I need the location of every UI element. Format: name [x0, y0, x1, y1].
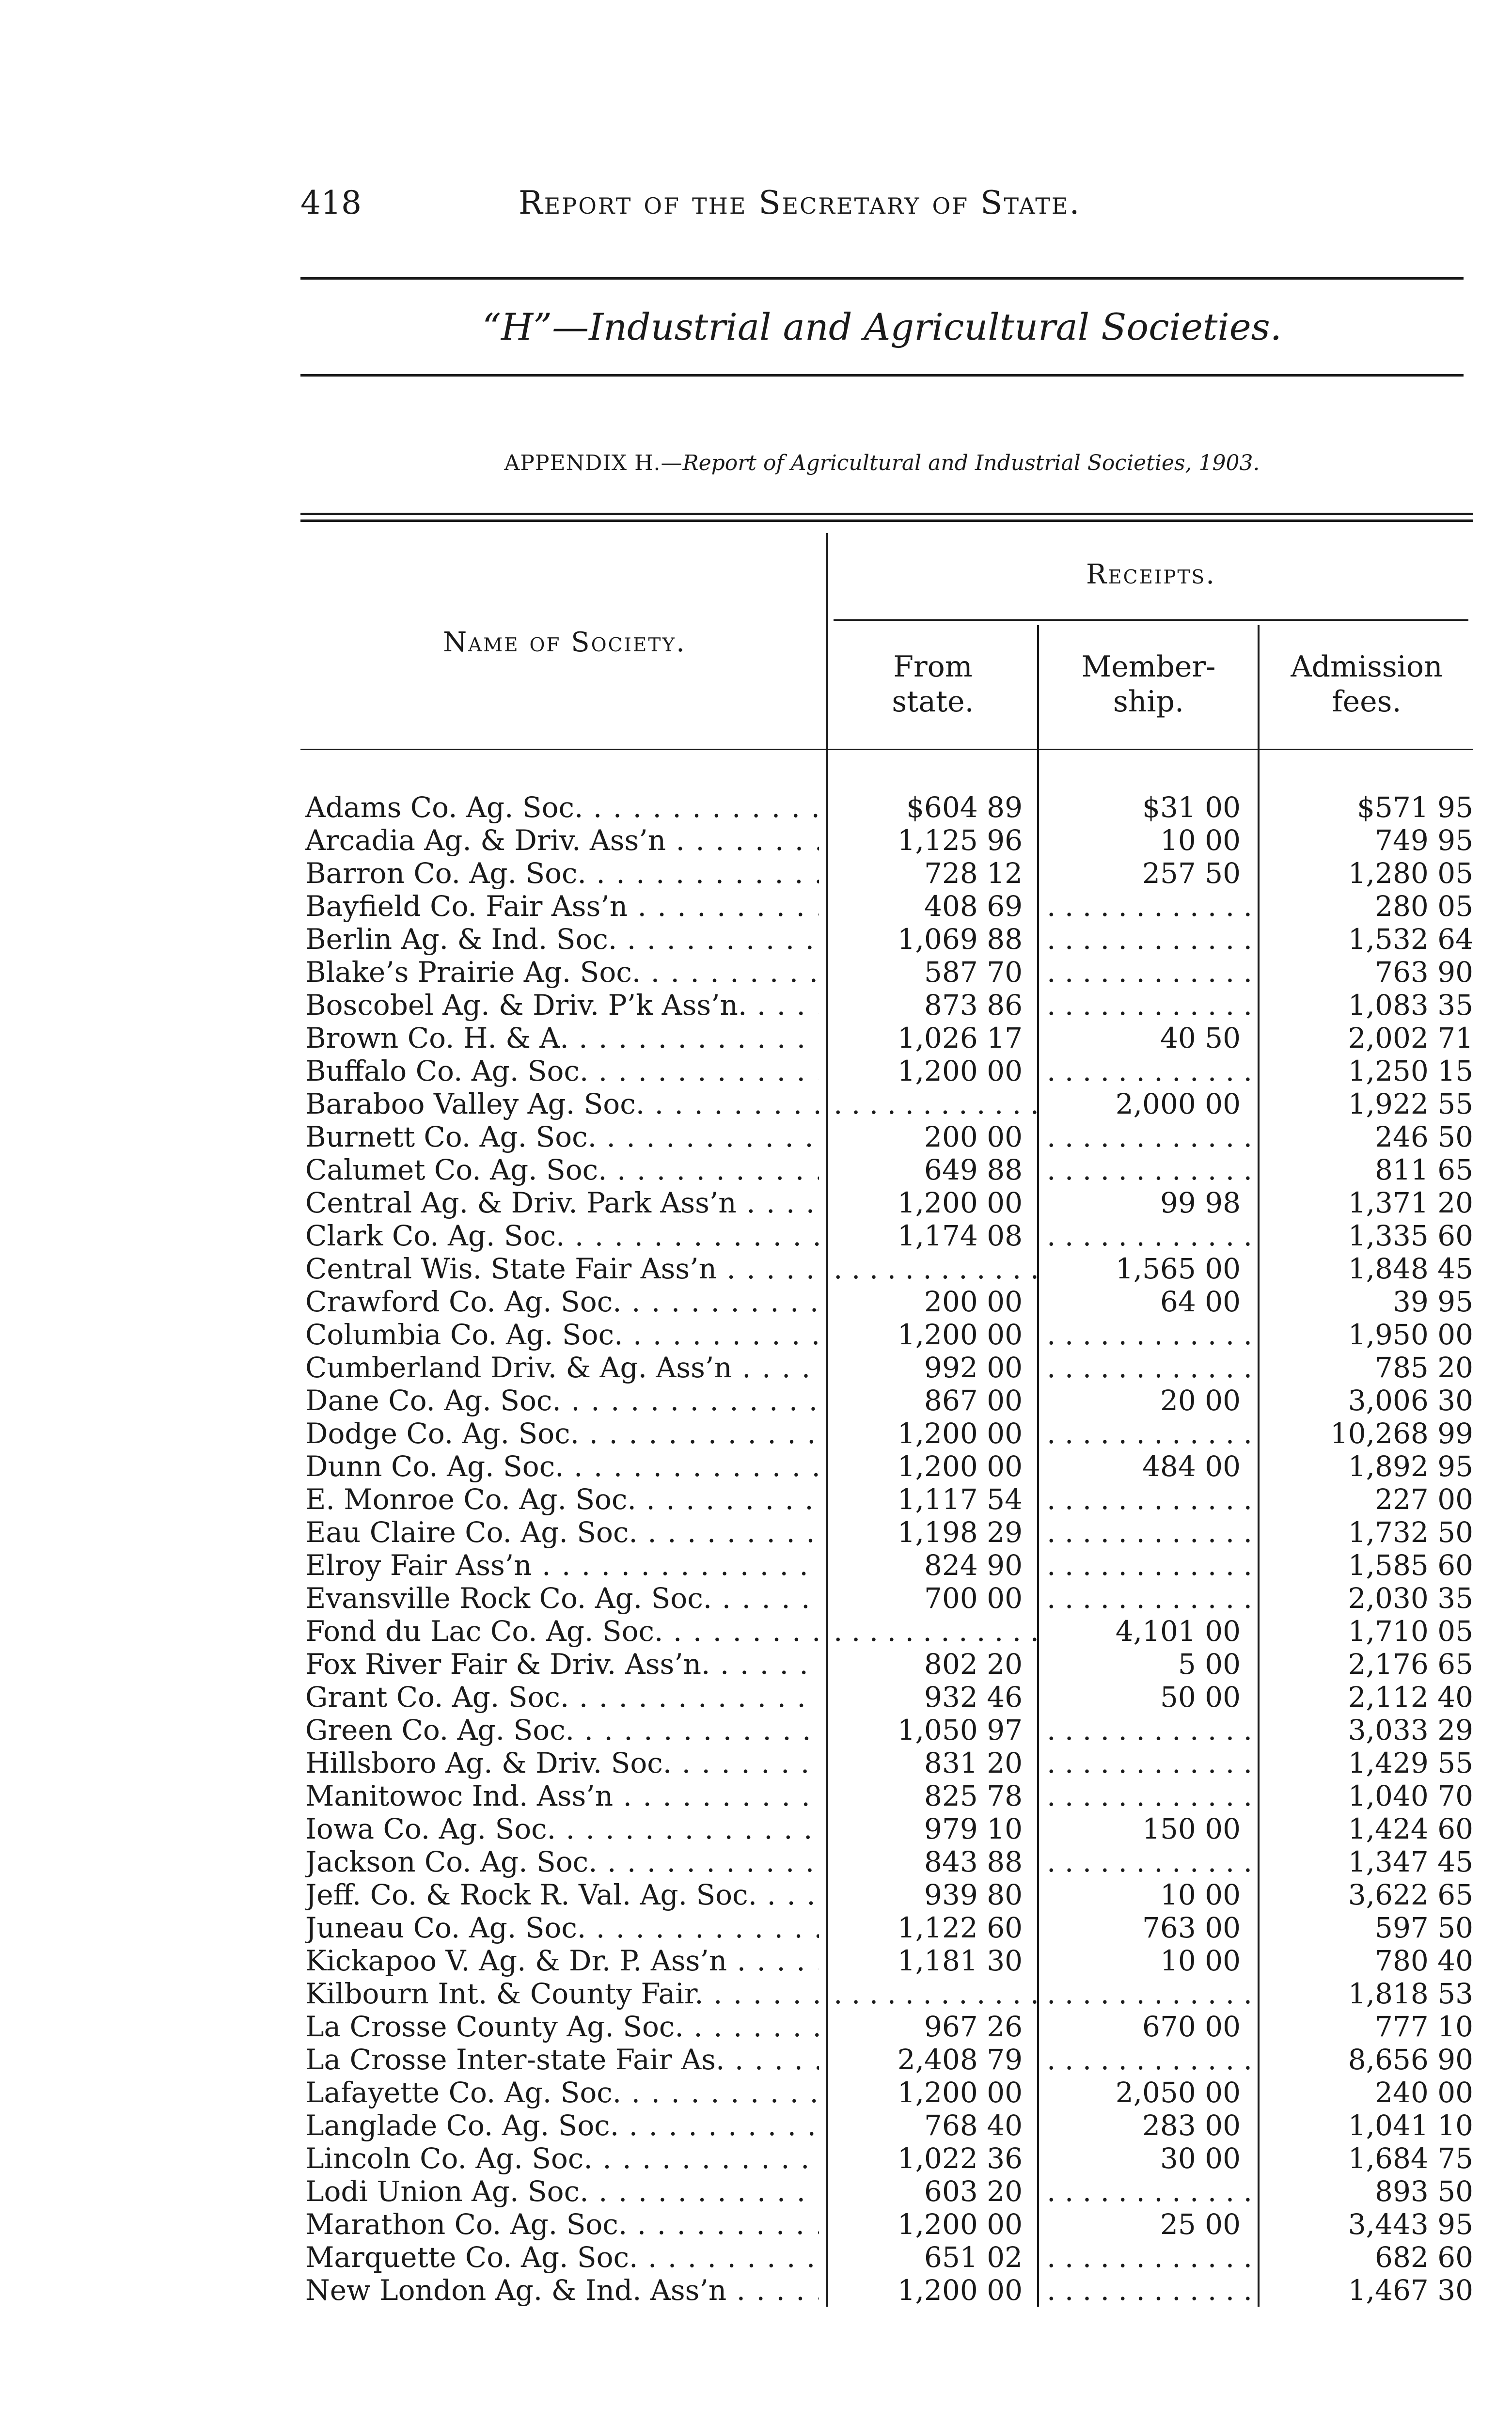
membership-value: . . . . . . . . . . . .: [1047, 1714, 1253, 1746]
membership-value: . . . . . . . . . . . .: [1047, 1582, 1253, 1615]
society-name: La Crosse County Ag. Soc. . . .: [305, 2010, 819, 2043]
admission-header: [1262, 649, 1471, 719]
admission-header-line2: fees.: [1332, 685, 1402, 719]
society-name: Elroy Fair Ass’n . . .: [305, 1549, 819, 1582]
table-row: [305, 1450, 1478, 1483]
admission-fees-value: 1,684 75: [1348, 2142, 1473, 2175]
from-state-value: 1,200 00: [897, 1054, 1023, 1087]
society-name: Iowa Co. Ag. Soc. . . .: [305, 1812, 819, 1845]
membership-value: . . . . . . . . . . . .: [1047, 2043, 1253, 2076]
admission-fees-value: 2,002 71: [1348, 1022, 1473, 1054]
admission-fees-value: 3,443 95: [1348, 2208, 1473, 2241]
membership-value: . . . . . . . . . . . .: [1047, 1746, 1253, 1779]
from-state-value: 992 00: [924, 1351, 1023, 1384]
membership-value: 2,050 00: [1115, 2076, 1241, 2109]
admission-fees-value: 240 00: [1375, 2076, 1473, 2109]
from-state-value: 1,069 88: [897, 923, 1023, 956]
membership-value: 257 50: [1142, 857, 1241, 890]
membership-value: 763 00: [1142, 1911, 1241, 1944]
society-name: Grant Co. Ag. Soc. . . .: [305, 1681, 819, 1714]
from-state-value: 1,125 96: [897, 824, 1023, 857]
from-state-header-line1: From: [893, 650, 973, 684]
admission-fees-value: 1,467 30: [1348, 2274, 1473, 2307]
society-rows: [305, 791, 1478, 2307]
table-row: [305, 2010, 1478, 2043]
admission-fees-value: 1,280 05: [1348, 857, 1473, 890]
from-state-value: 587 70: [924, 956, 1023, 989]
admission-fees-value: 1,083 35: [1348, 989, 1473, 1022]
table-row: [305, 1615, 1478, 1648]
table-row: [305, 1087, 1478, 1120]
society-name: Burnett Co. Ag. Soc. . . .: [305, 1120, 819, 1153]
page-header: [300, 184, 1464, 237]
from-state-value: 979 10: [924, 1812, 1023, 1845]
table-top-rule: [300, 513, 1473, 515]
table-row: [305, 1648, 1478, 1681]
society-name: Dodge Co. Ag. Soc. . . .: [305, 1417, 819, 1450]
society-name: Blake’s Prairie Ag. Soc. . . .: [305, 956, 819, 989]
membership-value: . . . . . . . . . . . .: [1047, 1318, 1253, 1351]
table-row: [305, 1779, 1478, 1812]
from-state-value: 1,174 08: [897, 1219, 1023, 1252]
admission-fees-value: 1,347 45: [1348, 1845, 1473, 1878]
from-state-value: 843 88: [924, 1845, 1023, 1878]
society-name: Clark Co. Ag. Soc. . . .: [305, 1219, 819, 1252]
from-state-header: [834, 649, 1032, 719]
from-state-value: 867 00: [924, 1384, 1023, 1417]
membership-header-line1: Member-: [1081, 650, 1216, 684]
admission-fees-value: 1,532 64: [1348, 923, 1473, 956]
table-row: [305, 1186, 1478, 1219]
membership-value: . . . . . . . . . . . .: [1047, 989, 1253, 1022]
admission-fees-value: 1,250 15: [1348, 1054, 1473, 1087]
table-top-rule-2: [300, 519, 1473, 522]
table-row: [305, 1516, 1478, 1549]
table-row: [305, 1285, 1478, 1318]
table-row: [305, 1252, 1478, 1285]
table-row: [305, 1054, 1478, 1087]
from-state-value: 768 40: [924, 2109, 1023, 2142]
society-name: New London Ag. & Ind. Ass’n . . .: [305, 2274, 819, 2307]
table-row: [305, 1911, 1478, 1944]
admission-fees-value: 1,848 45: [1348, 1252, 1473, 1285]
from-state-value: 1,050 97: [897, 1714, 1023, 1746]
society-name: Dunn Co. Ag. Soc. . . .: [305, 1450, 819, 1483]
header-bottom-rule: [300, 749, 1473, 750]
admission-fees-value: 597 50: [1375, 1911, 1473, 1944]
from-state-value: 1,198 29: [897, 1516, 1023, 1549]
table-row: [305, 2076, 1478, 2109]
admission-fees-value: 1,732 50: [1348, 1516, 1473, 1549]
table-row: [305, 1120, 1478, 1153]
membership-value: 484 00: [1142, 1450, 1241, 1483]
admission-fees-value: 227 00: [1375, 1483, 1473, 1516]
society-name: Crawford Co. Ag. Soc. . . .: [305, 1285, 819, 1318]
membership-value: . . . . . . . . . . . .: [1047, 2175, 1253, 2208]
membership-value: . . . . . . . . . . . .: [1047, 1549, 1253, 1582]
membership-value: . . . . . . . . . . . .: [1047, 923, 1253, 956]
membership-value: 4,101 00: [1115, 1615, 1241, 1648]
admission-fees-value: 1,710 05: [1348, 1615, 1473, 1648]
from-state-header-line2: state.: [892, 685, 974, 719]
from-state-value: 1,181 30: [897, 1944, 1023, 1977]
from-state-value: . . . . . . . . . . . .: [834, 1615, 1040, 1648]
society-name: Fond du Lac Co. Ag. Soc. . . .: [305, 1615, 819, 1648]
from-state-value: 1,200 00: [897, 1186, 1023, 1219]
receipts-rule: [834, 619, 1468, 621]
from-state-value: 1,200 00: [897, 2274, 1023, 2307]
membership-value: . . . . . . . . . . . .: [1047, 1417, 1253, 1450]
membership-value: . . . . . . . . . . . .: [1047, 1351, 1253, 1384]
table-row: [305, 1845, 1478, 1878]
table-row: [305, 1483, 1478, 1516]
society-name: Eau Claire Co. Ag. Soc. . . .: [305, 1516, 819, 1549]
appendix-subtitle: Report of Agricultural and Industrial Societies, 1903.: [682, 451, 1260, 475]
admission-fees-value: 1,371 20: [1348, 1186, 1473, 1219]
from-state-value: 1,200 00: [897, 1417, 1023, 1450]
society-name: E. Monroe Co. Ag. Soc. . . .: [305, 1483, 819, 1516]
table-row: [305, 2241, 1478, 2274]
table-row: [305, 1812, 1478, 1845]
membership-value: . . . . . . . . . . . .: [1047, 1219, 1253, 1252]
table-row: [305, 2208, 1478, 2241]
membership-value: . . . . . . . . . . . .: [1047, 2241, 1253, 2274]
society-name: Lincoln Co. Ag. Soc. . . .: [305, 2142, 819, 2175]
admission-fees-value: 893 50: [1375, 2175, 1473, 2208]
from-state-value: 873 86: [924, 989, 1023, 1022]
society-name: Manitowoc Ind. Ass’n . . .: [305, 1779, 819, 1812]
from-state-value: 728 12: [924, 857, 1023, 890]
from-state-value: 1,200 00: [897, 2208, 1023, 2241]
society-name: Green Co. Ag. Soc. . . .: [305, 1714, 819, 1746]
admission-fees-value: 1,335 60: [1348, 1219, 1473, 1252]
from-state-value: 802 20: [924, 1648, 1023, 1681]
admission-fees-value: 2,030 35: [1348, 1582, 1473, 1615]
receipts-header: Receipts.: [1086, 559, 1216, 590]
membership-value: 670 00: [1142, 2010, 1241, 2043]
society-name: Lodi Union Ag. Soc. . . .: [305, 2175, 819, 2208]
table-row: [305, 2109, 1478, 2142]
section-rule: [300, 374, 1464, 377]
admission-fees-value: 1,429 55: [1348, 1746, 1473, 1779]
from-state-value: 2,408 79: [897, 2043, 1023, 2076]
admission-fees-value: 3,006 30: [1348, 1384, 1473, 1417]
from-state-value: 939 80: [924, 1878, 1023, 1911]
table-row: [305, 1153, 1478, 1186]
from-state-value: 700 00: [924, 1582, 1023, 1615]
society-name: Juneau Co. Ag. Soc. . . .: [305, 1911, 819, 1944]
membership-header-line2: ship.: [1113, 685, 1184, 719]
membership-value: 10 00: [1160, 824, 1241, 857]
appendix-label: APPENDIX H.—: [504, 451, 683, 475]
membership-value: 150 00: [1142, 1812, 1241, 1845]
membership-value: 30 00: [1160, 2142, 1241, 2175]
from-state-value: $604 89: [906, 791, 1023, 824]
membership-value: . . . . . . . . . . . .: [1047, 956, 1253, 989]
admission-fees-value: 2,112 40: [1348, 1681, 1473, 1714]
admission-fees-value: 8,656 90: [1348, 2043, 1473, 2076]
membership-value: 99 98: [1160, 1186, 1241, 1219]
admission-fees-value: 1,424 60: [1348, 1812, 1473, 1845]
running-title: Report of the Secretary of State.: [519, 184, 1081, 221]
membership-value: 40 50: [1160, 1022, 1241, 1054]
table-row: [305, 1582, 1478, 1615]
membership-value: . . . . . . . . . . . .: [1047, 1977, 1253, 2010]
membership-value: 10 00: [1160, 1944, 1241, 1977]
membership-value: . . . . . . . . . . . .: [1047, 1120, 1253, 1153]
society-name: Buffalo Co. Ag. Soc. . . .: [305, 1054, 819, 1087]
membership-value: 20 00: [1160, 1384, 1241, 1417]
admission-fees-value: 763 90: [1375, 956, 1473, 989]
admission-fees-value: 682 60: [1375, 2241, 1473, 2274]
table-row: [305, 923, 1478, 956]
society-name: Kilbourn Int. & County Fair. . . .: [305, 1977, 819, 2010]
from-state-value: . . . . . . . . . . . .: [834, 1087, 1040, 1120]
membership-value: . . . . . . . . . . . .: [1047, 2274, 1253, 2307]
table-row: [305, 1318, 1478, 1351]
society-name: Lafayette Co. Ag. Soc. . . .: [305, 2076, 819, 2109]
society-name: Marquette Co. Ag. Soc. . . .: [305, 2241, 819, 2274]
society-name: Barron Co. Ag. Soc. . . .: [305, 857, 819, 890]
section-title: “H”—Industrial and Agricultural Societies.: [482, 305, 1282, 348]
table-row: [305, 1351, 1478, 1384]
table-row: [305, 1681, 1478, 1714]
admission-fees-value: 3,033 29: [1348, 1714, 1473, 1746]
appendix-title: [300, 451, 1464, 475]
table-row: [305, 2175, 1478, 2208]
society-name: Baraboo Valley Ag. Soc. . . .: [305, 1087, 819, 1120]
society-name: Evansville Rock Co. Ag. Soc. . . .: [305, 1582, 819, 1615]
society-name: Jackson Co. Ag. Soc. . . .: [305, 1845, 819, 1878]
table-row: [305, 1549, 1478, 1582]
membership-value: . . . . . . . . . . . .: [1047, 1483, 1253, 1516]
from-state-value: 1,026 17: [897, 1022, 1023, 1054]
society-name: Calumet Co. Ag. Soc. . . .: [305, 1153, 819, 1186]
table-row: [305, 2274, 1478, 2307]
admission-fees-value: 811 65: [1375, 1153, 1473, 1186]
society-name: Langlade Co. Ag. Soc. . . .: [305, 2109, 819, 2142]
from-state-value: 1,122 60: [897, 1911, 1023, 1944]
from-state-value: 603 20: [924, 2175, 1023, 2208]
society-name: Central Wis. State Fair Ass’n . . .: [305, 1252, 819, 1285]
admission-header-line1: Admission: [1291, 650, 1443, 684]
table-row: [305, 857, 1478, 890]
society-name: Dane Co. Ag. Soc. . . .: [305, 1384, 819, 1417]
from-state-value: 649 88: [924, 1153, 1023, 1186]
table-row: [305, 1219, 1478, 1252]
table-row: [305, 890, 1478, 923]
membership-value: 64 00: [1160, 1285, 1241, 1318]
society-name: Central Ag. & Driv. Park Ass’n . . .: [305, 1186, 819, 1219]
admission-fees-value: 1,892 95: [1348, 1450, 1473, 1483]
from-state-value: . . . . . . . . . . . .: [834, 1977, 1040, 2010]
membership-value: . . . . . . . . . . . .: [1047, 1845, 1253, 1878]
society-name: Columbia Co. Ag. Soc. . . .: [305, 1318, 819, 1351]
admission-fees-value: 1,950 00: [1348, 1318, 1473, 1351]
membership-value: . . . . . . . . . . . .: [1047, 1054, 1253, 1087]
from-state-value: 200 00: [924, 1285, 1023, 1318]
admission-fees-value: 749 95: [1375, 824, 1473, 857]
membership-value: . . . . . . . . . . . .: [1047, 890, 1253, 923]
admission-fees-value: 280 05: [1375, 890, 1473, 923]
admission-fees-value: 1,585 60: [1348, 1549, 1473, 1582]
membership-header: [1042, 649, 1255, 719]
table-row: [305, 2043, 1478, 2076]
table-row: [305, 1944, 1478, 1977]
admission-fees-value: 39 95: [1392, 1285, 1473, 1318]
admission-fees-value: 1,818 53: [1348, 1977, 1473, 2010]
from-state-value: 1,117 54: [897, 1483, 1023, 1516]
society-name: Bayfield Co. Fair Ass’n . . .: [305, 890, 819, 923]
admission-fees-value: 1,040 70: [1348, 1779, 1473, 1812]
table-row: [305, 1022, 1478, 1054]
table-row: [305, 1384, 1478, 1417]
membership-value: 50 00: [1160, 1681, 1241, 1714]
society-name: Marathon Co. Ag. Soc. . . .: [305, 2208, 819, 2241]
from-state-value: 200 00: [924, 1120, 1023, 1153]
from-state-value: 824 90: [924, 1549, 1023, 1582]
society-name: Brown Co. H. & A. . . .: [305, 1022, 819, 1054]
name-of-society-header: Name of Society.: [443, 627, 686, 658]
from-state-value: 1,022 36: [897, 2142, 1023, 2175]
table-row: [305, 989, 1478, 1022]
admission-fees-value: 2,176 65: [1348, 1648, 1473, 1681]
from-state-value: 1,200 00: [897, 2076, 1023, 2109]
society-name: Berlin Ag. & Ind. Soc. . . .: [305, 923, 819, 956]
from-state-value: 825 78: [924, 1779, 1023, 1812]
admission-fees-value: 246 50: [1375, 1120, 1473, 1153]
table-row: [305, 956, 1478, 989]
header-rule: [300, 277, 1464, 280]
admission-fees-value: 777 10: [1375, 2010, 1473, 2043]
admission-fees-value: 10,268 99: [1330, 1417, 1473, 1450]
membership-value: . . . . . . . . . . . .: [1047, 1153, 1253, 1186]
membership-value: 283 00: [1142, 2109, 1241, 2142]
table-row: [305, 791, 1478, 824]
from-state-value: 1,200 00: [897, 1450, 1023, 1483]
society-name: Arcadia Ag. & Driv. Ass’n . . .: [305, 824, 819, 857]
page-number: 418: [300, 184, 362, 221]
society-name: La Crosse Inter-state Fair As. . . .: [305, 2043, 819, 2076]
admission-fees-value: 780 40: [1375, 1944, 1473, 1977]
from-state-value: 1,200 00: [897, 1318, 1023, 1351]
admission-fees-value: 1,922 55: [1348, 1087, 1473, 1120]
table-row: [305, 1714, 1478, 1746]
from-state-value: 408 69: [924, 890, 1023, 923]
table-row: [305, 2142, 1478, 2175]
admission-fees-value: 785 20: [1375, 1351, 1473, 1384]
society-name: Fox River Fair & Driv. Ass’n. . . .: [305, 1648, 819, 1681]
admission-fees-value: 3,622 65: [1348, 1878, 1473, 1911]
membership-value: . . . . . . . . . . . .: [1047, 1779, 1253, 1812]
from-state-value: . . . . . . . . . . . .: [834, 1252, 1040, 1285]
table-row: [305, 824, 1478, 857]
table-row: [305, 1417, 1478, 1450]
society-name: Boscobel Ag. & Driv. P’k Ass’n. . . .: [305, 989, 819, 1022]
society-name: Jeff. Co. & Rock R. Val. Ag. Soc. . . .: [305, 1878, 819, 1911]
from-state-value: 932 46: [924, 1681, 1023, 1714]
membership-value: $31 00: [1142, 791, 1241, 824]
from-state-value: 967 26: [924, 2010, 1023, 2043]
society-name: Adams Co. Ag. Soc. . . .: [305, 791, 819, 824]
membership-value: 1,565 00: [1115, 1252, 1241, 1285]
society-name: Cumberland Driv. & Ag. Ass’n . . .: [305, 1351, 819, 1384]
membership-value: 25 00: [1160, 2208, 1241, 2241]
society-name: Hillsboro Ag. & Driv. Soc. . . .: [305, 1746, 819, 1779]
membership-value: 10 00: [1160, 1878, 1241, 1911]
from-state-value: 651 02: [924, 2241, 1023, 2274]
admission-fees-value: $571 95: [1357, 791, 1473, 824]
table-row: [305, 1878, 1478, 1911]
admission-fees-value: 1,041 10: [1348, 2109, 1473, 2142]
membership-value: 2,000 00: [1115, 1087, 1241, 1120]
membership-value: . . . . . . . . . . . .: [1047, 1516, 1253, 1549]
from-state-value: 831 20: [924, 1746, 1023, 1779]
society-name: Kickapoo V. Ag. & Dr. P. Ass’n . . .: [305, 1944, 819, 1977]
table-row: [305, 1977, 1478, 2010]
table-row: [305, 1746, 1478, 1779]
membership-value: 5 00: [1178, 1648, 1241, 1681]
